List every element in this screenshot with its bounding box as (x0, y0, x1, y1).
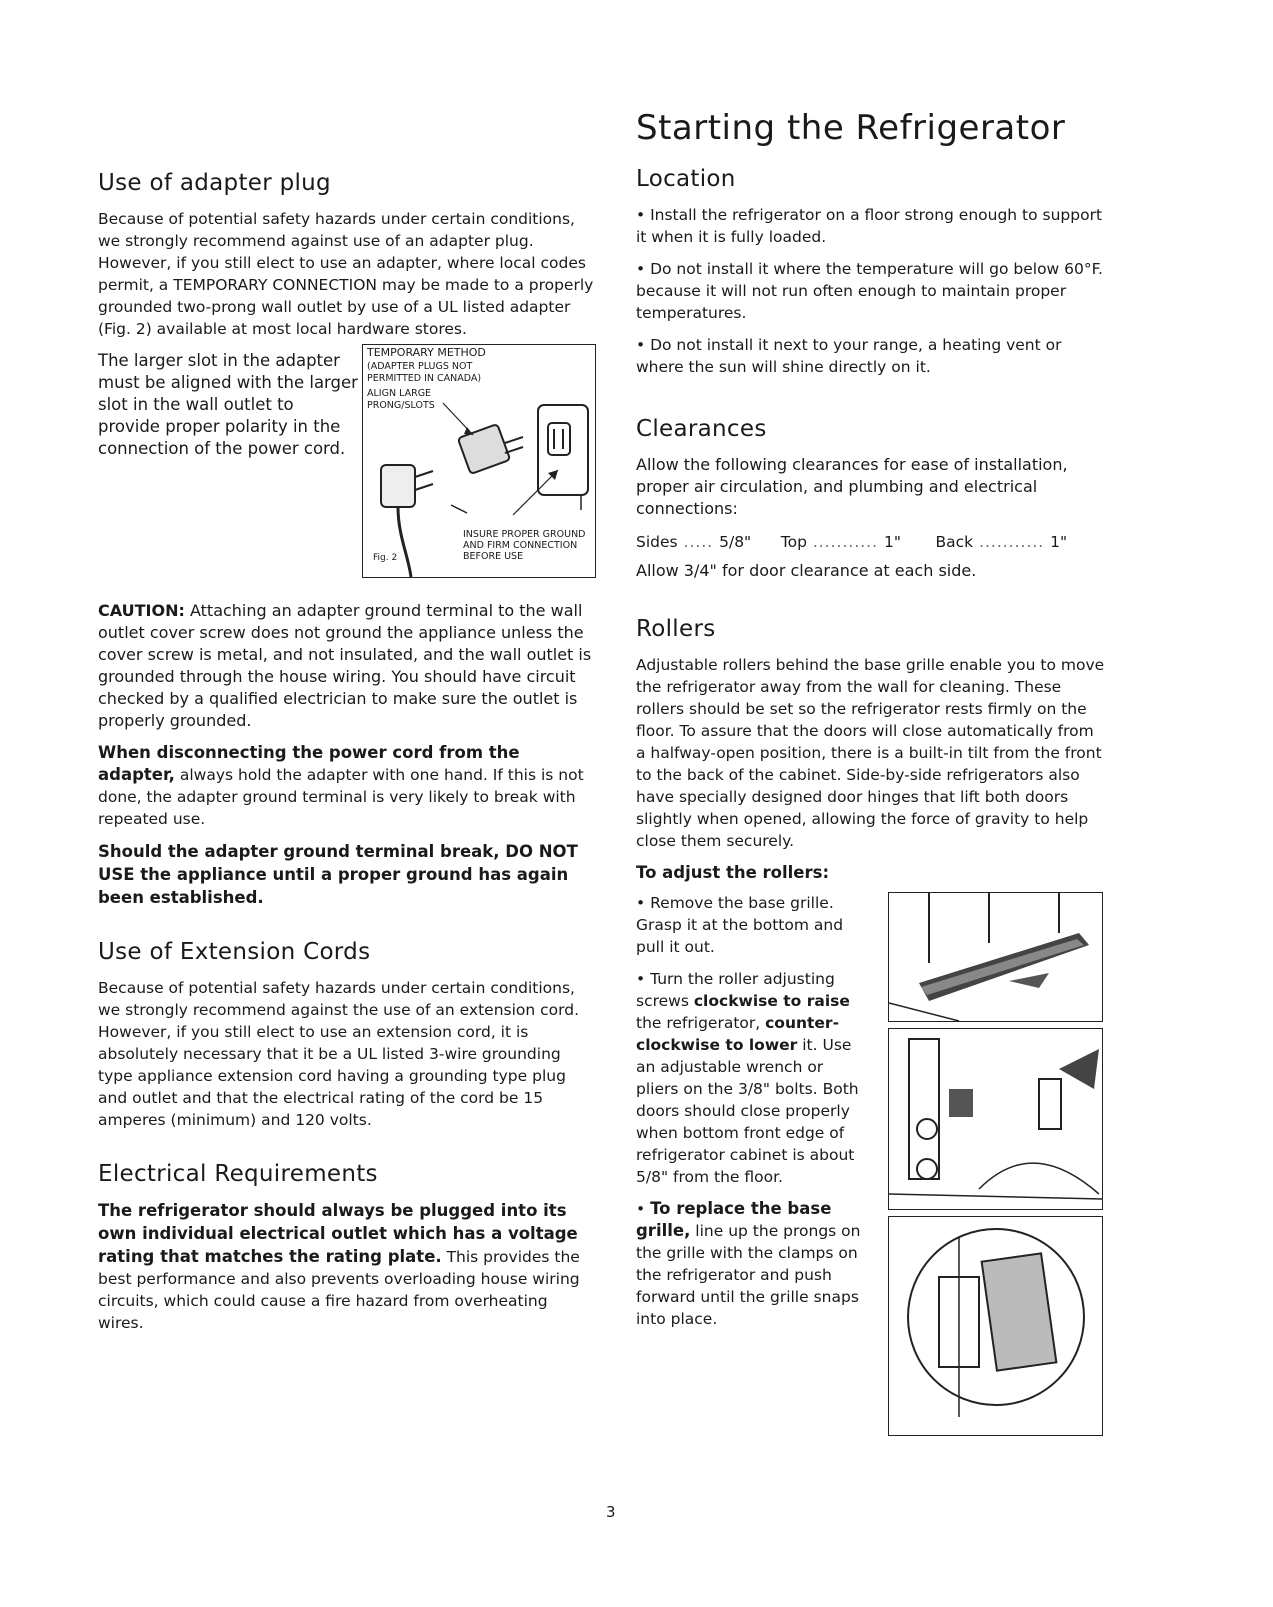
rollers-paragraph: Adjustable rollers behind the base grille enable you to move the refrigerator away from the wall for cleaning. These rollers should be set so the refrigerator rests firmly on the floor. To assure that the doors will close automatically from a halfway-open position, there is a built-in tilt from the front to the back of the cabinet. Side-by-side refrigerators also have specially designed door hinges that lift both doors slightly when opened, allowing the force of gravity to help close them securely. (636, 656, 1105, 850)
back-value: 1" (1050, 533, 1068, 551)
adjust-screw-illustration (888, 1028, 1103, 1210)
back-label: Back (935, 533, 974, 551)
location-heading: Location (636, 166, 736, 192)
top-value: 1" (883, 533, 901, 551)
disconnect-paragraph (98, 742, 598, 830)
figure-label-insure: INSURE PROPER GROUND AND FIRM CONNECTION BEFORE USE (463, 529, 586, 562)
location-item: • Do not install it where the temperature will go below 60°F. because it will not run often enough to maintain proper temperatures. (636, 258, 1106, 324)
adapter-slot-text: The larger slot in the adapter must be aligned with the larger slot in the wall outlet to provide proper polarity in the connection of the power cord. (98, 351, 358, 458)
adapter-figure (362, 344, 596, 578)
adjust-rollers-heading: To adjust the rollers: (636, 863, 830, 882)
top-label: Top (780, 533, 807, 551)
rollers-heading: Rollers (636, 616, 716, 642)
caution-paragraph (98, 600, 598, 732)
adapter-heading: Use of adapter plug (98, 170, 331, 196)
door-clearance: Allow 3/4" for door clearance at each side. (636, 561, 977, 580)
caution-lead: CAUTION: (98, 601, 185, 620)
disconnect-lead: When disconnecting the power cord from the adapter, (98, 743, 520, 784)
remove-grille-illustration (888, 892, 1103, 1022)
figure-label-top: TEMPORARY METHOD (ADAPTER PLUGS NOT PERMITTED IN CANADA) ALIGN LARGE PRONG/SLOTS (367, 346, 486, 411)
right-column (636, 108, 1106, 1340)
electrical-lead: The refrigerator should always be plugged into its own individual electrical outlet which has a voltage rating that matches the rating plate. (98, 1201, 578, 1266)
step-turn-screws: • Turn the roller adjusting screws clockwise to raise the refrigerator, counter-clockwise to lower it. Use an adjustable wrench or pliers on the 3/8" bolts. Both doors should close properly when bottom front edge of refrigerator cabinet is about 5/8" from the floor. (636, 968, 864, 1188)
sides-value: 5/8" (719, 533, 752, 551)
extension-paragraph: Because of potential safety hazards under certain conditions, we strongly recommend against the use of an extension cord. However, if you still elect to use an extension cord, it is absolutely necessary that it be a UL listed 3-wire grounding type appliance extension cord having a grounding type plug and outlet and that the electrical rating of the cord be 15 amperes (minimum) and 120 volts. (98, 979, 580, 1129)
rollers-steps (636, 892, 1106, 1330)
adapter-intro: Because of potential safety hazards under certain conditions, we strongly recommend against use of an adapter plug. However, if you still elect to use an adapter, where local codes permit, a TEMPORARY CONNECTION may be made to a properly grounded two-prong wall outlet by use of a UL listed adapter (Fig. 2) available at most local hardware stores. (98, 210, 594, 338)
adapter-row (98, 346, 598, 600)
electrical-text: This provides the best performance and also prevents overloading house wiring circuits, which could cause a fire hazard from overheating wires. (98, 1248, 580, 1332)
step-remove-grille: • Remove the base grille. Grasp it at the bottom and pull it out. (636, 892, 864, 958)
page-title: Starting the Refrigerator (636, 108, 1066, 148)
sides-label: Sides (636, 533, 678, 551)
roller-steps-text (636, 892, 864, 1330)
clearance-values: Sides ..... 5/8" Top ........... 1" Back ........... 1" (636, 533, 1068, 551)
replace-grille-illustration (888, 1216, 1103, 1436)
location-item: • Do not install it next to your range, a heating vent or where the sun will shine directly on it. (636, 334, 1106, 378)
clearances-heading: Clearances (636, 416, 767, 442)
disconnect-text: always hold the adapter with one hand. If this is not done, the adapter ground terminal is very likely to break with repeated use. (98, 766, 584, 828)
clearances-paragraph: Allow the following clearances for ease of installation, proper air circulation, and plumbing and electrical connections: (636, 455, 1068, 518)
figure-number: Fig. 2 (373, 553, 398, 563)
location-item: • Install the refrigerator on a floor strong enough to support it when it is fully loaded. (636, 204, 1106, 248)
electrical-paragraph (98, 1199, 598, 1334)
page-number: 3 (606, 1503, 616, 1521)
roller-illustrations (888, 892, 1103, 1442)
electrical-heading: Electrical Requirements (98, 1161, 378, 1187)
step-replace-grille: • To replace the base grille, line up the prongs on the grille with the clamps on the refrigerator and push forward until the grille snaps into place. (636, 1198, 864, 1330)
caution-text: Attaching an adapter ground terminal to the wall outlet cover screw does not ground the appliance unless the cover screw is metal, and not insulated, and the wall outlet is grounded through the house wiring. You should have circuit checked by a qualified electrician to make sure the outlet is properly grounded. (98, 601, 592, 730)
ground-warning: Should the adapter ground terminal break, DO NOT USE the appliance until a proper ground has again been established. (98, 842, 578, 907)
extension-heading: Use of Extension Cords (98, 939, 371, 965)
left-column (98, 170, 598, 1344)
